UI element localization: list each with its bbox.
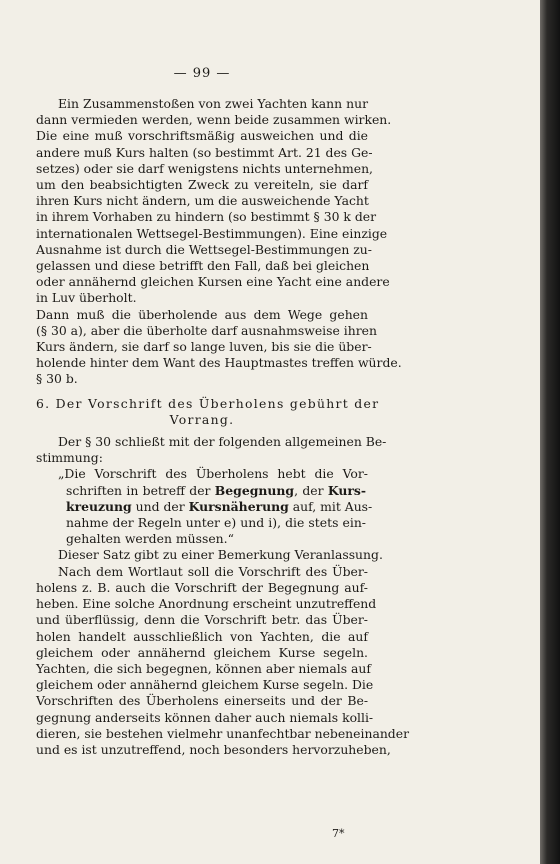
text-line: Ein Zusammenstoßen von zwei Yachten kann nur <box>58 96 368 111</box>
quote-line: „Die Vorschrift des Überholens hebt die Vor- <box>58 466 368 482</box>
text-line: gleichem oder annähernd gleichem Kurse segeln. Die <box>36 677 374 693</box>
page-edge-shadow <box>540 0 560 864</box>
text-line: Ausnahme ist durch die Wettsegel-Bestimmungen zu- <box>36 241 372 257</box>
quote-line: gehalten werden müssen.“ <box>66 531 234 547</box>
quote-bold-term: Begegnung <box>214 482 295 498</box>
text-line: holen handelt ausschließlich von Yachten, die auf <box>36 628 368 644</box>
text-line: und überflüssig, denn die Vorschrift betr. das Über- <box>36 612 368 628</box>
text-line: setzes) oder sie darf wenigstens nichts unternehmen, <box>36 160 373 176</box>
quote-bold-term: Kursnäherung <box>188 498 289 514</box>
quote-text: und der <box>131 498 189 514</box>
signature-mark: 7* <box>332 827 345 840</box>
paragraph-2 <box>36 306 402 388</box>
text-line: Kurs ändern, sie darf so lange luven, bis sie die über- <box>36 339 372 355</box>
text-line: in ihrem Vorhaben zu hindern (so bestimmt § 30 k der <box>36 209 377 225</box>
text-line: gegnung anderseits können daher auch niemals kolli- <box>36 709 374 725</box>
text-line: Die eine muß vorschriftsmäßig ausweichen und die <box>36 128 368 144</box>
quote-text: schriften in betreff der <box>66 482 215 498</box>
text-line: heben. Eine solche Anordnung erscheint unzutreffend <box>36 596 377 612</box>
quote-bold-term: Kurs- <box>327 482 366 498</box>
text-line: dieren, sie bestehen vielmehr unanfechtbar nebeneinander <box>36 725 409 741</box>
heading-line: Vorrang. <box>169 411 235 427</box>
quote-line <box>36 498 373 515</box>
text-line: Dieser Satz gibt zu einer Bemerkung Veranlassung. <box>58 547 383 563</box>
text-line: gelassen und diese betrifft den Fall, daß bei gleichen <box>36 258 370 274</box>
quote-text: auf, mit Aus- <box>288 498 373 514</box>
text-line: internationalen Wettsegel-Bestimmungen). Eine einzige <box>36 225 388 241</box>
text-body <box>36 96 409 758</box>
paragraph-3 <box>36 434 387 466</box>
text-line: ihren Kurs nicht ändern, um die ausweichende Yacht <box>36 193 369 209</box>
text-line: gleichem oder annähernd gleichem Kurse segeln. <box>36 644 368 660</box>
heading-line: 6. Der Vorschrift des Überholens gebührt der <box>36 395 380 411</box>
quote-bold-term: kreuzung <box>66 498 132 514</box>
text-line: Yachten, die sich begegnen, können aber niemals auf <box>36 660 371 676</box>
text-line: stimmung: <box>36 450 103 466</box>
paragraph-1 <box>36 96 392 307</box>
text-line: in Luv überholt. <box>36 290 137 306</box>
text-line: holende hinter dem Want des Hauptmastes treffen würde. <box>36 355 402 371</box>
text-line: um den beabsichtigten Zweck zu vereiteln, sie darf <box>36 177 368 193</box>
text-line: Der § 30 schließt mit der folgenden allgemeinen Be- <box>58 434 387 450</box>
text-line: Vorschriften des Überholens einerseits und der Be- <box>36 693 368 709</box>
page-number: — 99 — <box>173 66 231 81</box>
section-heading <box>36 395 380 428</box>
text-line: § 30 b. <box>36 371 78 387</box>
text-line: oder annähernd gleichen Kursen eine Yacht eine andere <box>36 274 390 290</box>
text-line: und es ist unzutreffend, noch besonders hervorzuheben, <box>36 741 391 757</box>
quotation-block <box>36 466 373 547</box>
text-line: holens z. B. auch die Vorschrift der Begegnung auf- <box>36 579 368 595</box>
text-line: andere muß Kurs halten (so bestimmt Art. 21 des Ge- <box>36 144 373 160</box>
quote-line <box>36 483 368 499</box>
quote-line: nahme der Regeln unter e) und i), die stets ein- <box>66 515 366 531</box>
quote-text: , der <box>294 482 328 498</box>
text-line: Nach dem Wortlaut soll die Vorschrift des Über- <box>58 563 368 579</box>
text-line: dann vermieden werden, wenn beide zusammen wirken. <box>36 112 392 128</box>
text-line: Dann muß die überholende aus dem Wege gehen <box>36 306 368 322</box>
paragraph-4 <box>36 547 409 758</box>
text-line: (§ 30 a), aber die überholte darf ausnahmsweise ihren <box>36 322 377 338</box>
